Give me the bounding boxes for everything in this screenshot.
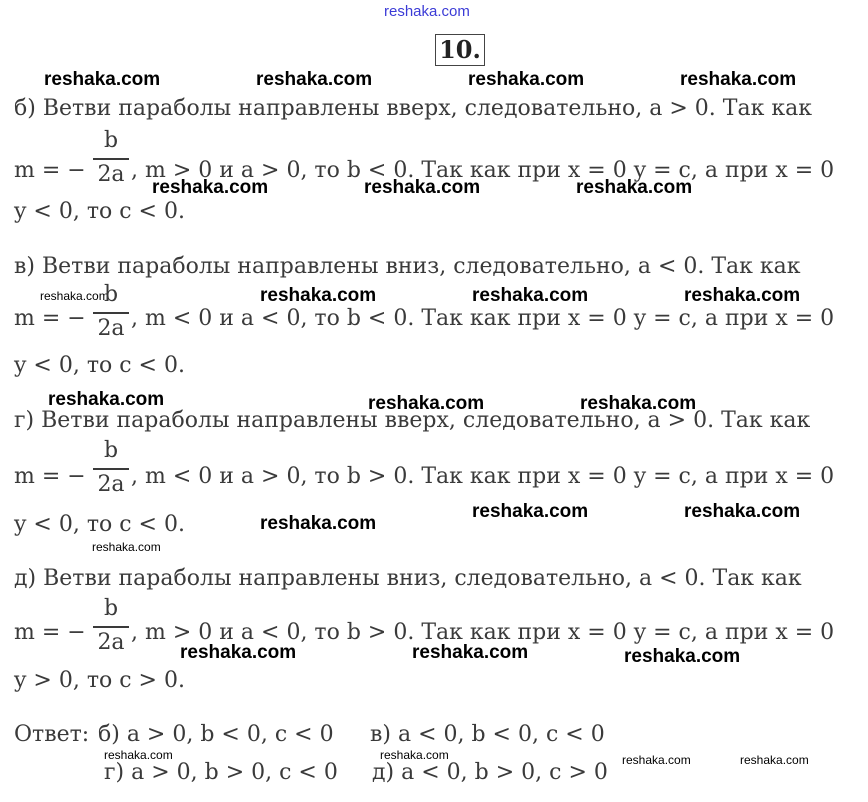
- watermark: reshaka.com: [368, 393, 485, 414]
- watermark: reshaka.com: [684, 501, 801, 522]
- part-g-m-prefix: m = −: [14, 464, 86, 489]
- part-d-m-prefix: m = −: [14, 620, 86, 645]
- part-b-end: y < 0, то c < 0.: [14, 199, 185, 224]
- watermark-small: reshaka.com: [92, 540, 161, 554]
- watermark: reshaka.com: [180, 642, 297, 663]
- answer-d: д) a < 0, b > 0, c > 0: [372, 760, 608, 785]
- watermark: reshaka.com: [468, 69, 585, 90]
- fraction-bar: [93, 312, 129, 314]
- watermark: reshaka.com: [44, 69, 161, 90]
- part-g-intro: г) Ветви параболы направлены вверх, следовательно, a > 0. Так как: [14, 408, 811, 433]
- part-d-end: y > 0, то c > 0.: [14, 668, 185, 693]
- part-d-fraction: [93, 598, 129, 654]
- fraction-numerator: b: [103, 282, 119, 307]
- part-v-fraction: [93, 284, 129, 340]
- watermark: reshaka.com: [624, 646, 741, 667]
- fraction-denominator: 2a: [97, 161, 125, 187]
- watermark-top: reshaka.com: [384, 3, 470, 20]
- part-v-intro: в) Ветви параболы направлены вниз, следовательно, a < 0. Так как: [14, 254, 801, 279]
- part-b-m-prefix: m = −: [14, 158, 86, 183]
- answer-label: Ответ:: [14, 722, 90, 747]
- part-v-mid: , m < 0 и a < 0, то b < 0. Так как при x = 0 y = c, а при x = 0: [131, 306, 835, 331]
- fraction-denominator: 2a: [97, 315, 125, 341]
- part-g-mid: , m < 0 и a > 0, то b > 0. Так как при x = 0 y = c, а при x = 0: [131, 464, 835, 489]
- watermark-small: reshaka.com: [740, 753, 809, 767]
- answer-g: г) a > 0, b > 0, c < 0: [104, 760, 338, 785]
- answer-b: б) a > 0, b < 0, c < 0: [98, 722, 334, 747]
- part-v-end: y < 0, то c < 0.: [14, 353, 185, 378]
- watermark: reshaka.com: [472, 501, 589, 522]
- watermark: reshaka.com: [364, 177, 481, 198]
- watermark: reshaka.com: [48, 389, 165, 410]
- part-b-fraction: [93, 130, 129, 186]
- watermark: reshaka.com: [260, 285, 377, 306]
- part-b-mid: , m > 0 и a > 0, то b < 0. Так как при x = 0 y = c, а при x = 0: [131, 158, 835, 183]
- problem-number: 10.: [435, 34, 485, 66]
- fraction-bar: [93, 158, 129, 160]
- watermark: reshaka.com: [576, 177, 693, 198]
- fraction-denominator: 2a: [97, 471, 125, 497]
- fraction-bar: [93, 468, 129, 470]
- part-d-mid: , m > 0 и a < 0, то b > 0. Так как при x = 0 y = c, а при x = 0: [131, 620, 835, 645]
- fraction-denominator: 2a: [97, 629, 125, 655]
- part-g-fraction: [93, 440, 129, 496]
- part-d-intro: д) Ветви параболы направлены вниз, следовательно, a < 0. Так как: [14, 566, 802, 591]
- watermark: reshaka.com: [256, 69, 373, 90]
- watermark: reshaka.com: [472, 285, 589, 306]
- watermark: reshaka.com: [684, 285, 801, 306]
- watermark: reshaka.com: [260, 513, 377, 534]
- watermark: reshaka.com: [152, 177, 269, 198]
- part-g-end: y < 0, то c < 0.: [14, 512, 185, 537]
- fraction-numerator: b: [103, 438, 119, 463]
- fraction-numerator: b: [103, 596, 119, 621]
- watermark: reshaka.com: [680, 69, 797, 90]
- watermark: reshaka.com: [580, 393, 697, 414]
- part-b-intro: б) Ветви параболы направлены вверх, следовательно, a > 0. Так как: [14, 96, 812, 121]
- watermark-small: reshaka.com: [40, 289, 109, 303]
- part-v-m-prefix: m = −: [14, 306, 86, 331]
- watermark-small: reshaka.com: [380, 748, 449, 762]
- fraction-bar: [93, 626, 129, 628]
- fraction-numerator: b: [103, 128, 119, 153]
- watermark-small: reshaka.com: [104, 748, 173, 762]
- watermark: reshaka.com: [412, 642, 529, 663]
- watermark-small: reshaka.com: [622, 753, 691, 767]
- answer-v: в) a < 0, b < 0, c < 0: [370, 722, 605, 747]
